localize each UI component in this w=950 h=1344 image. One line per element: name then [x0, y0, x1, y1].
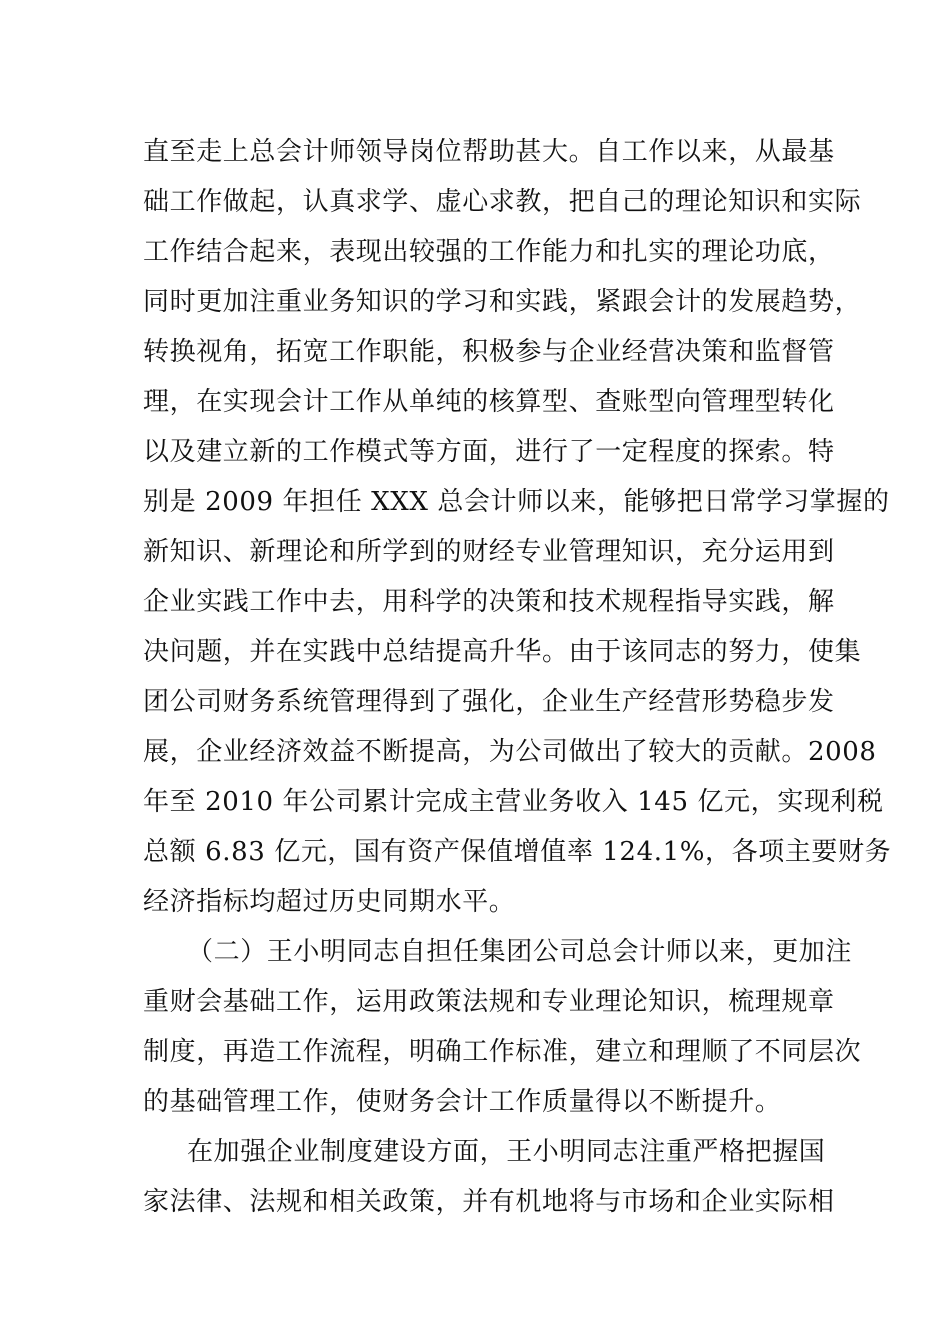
text-line: 工作结合起来，表现出较强的工作能力和扎实的理论功底，	[143, 237, 835, 267]
text-line: 转换视角，拓宽工作职能，积极参与企业经营决策和监督管	[143, 337, 835, 367]
text-line: 新知识、新理论和所学到的财经专业管理知识，充分运用到	[143, 537, 835, 567]
text-line: 展，企业经济效益不断提高，为公司做出了较大的贡献。2008	[143, 737, 877, 767]
text-line: 同时更加注重业务知识的学习和实践，紧跟会计的发展趋势，	[143, 287, 862, 317]
paragraph-start-line: （二）王小明同志自担任集团公司总会计师以来，更加注	[187, 937, 853, 967]
text-line: 础工作做起，认真求学、虚心求教，把自己的理论知识和实际	[143, 187, 862, 217]
text-line: 理，在实现会计工作从单纯的核算型、查账型向管理型转化	[143, 387, 835, 417]
text-line: 家法律、法规和相关政策，并有机地将与市场和企业实际相	[143, 1187, 835, 1217]
text-line: 年至 2010 年公司累计完成主营业务收入 145 亿元，实现利税	[143, 787, 884, 817]
text-line: 制度，再造工作流程，明确工作标准，建立和理顺了不同层次	[143, 1037, 862, 1067]
text-line: 的基础管理工作，使财务会计工作质量得以不断提升。	[143, 1087, 782, 1117]
text-line: 总额 6.83 亿元，国有资产保值增值率 124.1%，各项主要财务	[143, 837, 892, 867]
text-line: 经济指标均超过历史同期水平。	[143, 887, 516, 917]
text-line: 直至走上总会计师领导岗位帮助甚大。自工作以来，从最基	[143, 137, 835, 167]
paragraph-start-line: 在加强企业制度建设方面，王小明同志注重严格把握国	[187, 1137, 826, 1167]
text-line: 团公司财务系统管理得到了强化，企业生产经营形势稳步发	[143, 687, 835, 717]
text-line: 重财会基础工作，运用政策法规和专业理论知识，梳理规章	[143, 987, 835, 1017]
text-line: 以及建立新的工作模式等方面，进行了一定程度的探索。特	[143, 437, 835, 467]
document-body	[143, 131, 892, 1231]
text-line: 企业实践工作中去，用科学的决策和技术规程指导实践，解	[143, 587, 835, 617]
text-line: 决问题，并在实践中总结提高升华。由于该同志的努力，使集	[143, 637, 862, 667]
text-line: 别是 2009 年担任 XXX 总会计师以来，能够把日常学习掌握的	[143, 487, 890, 517]
